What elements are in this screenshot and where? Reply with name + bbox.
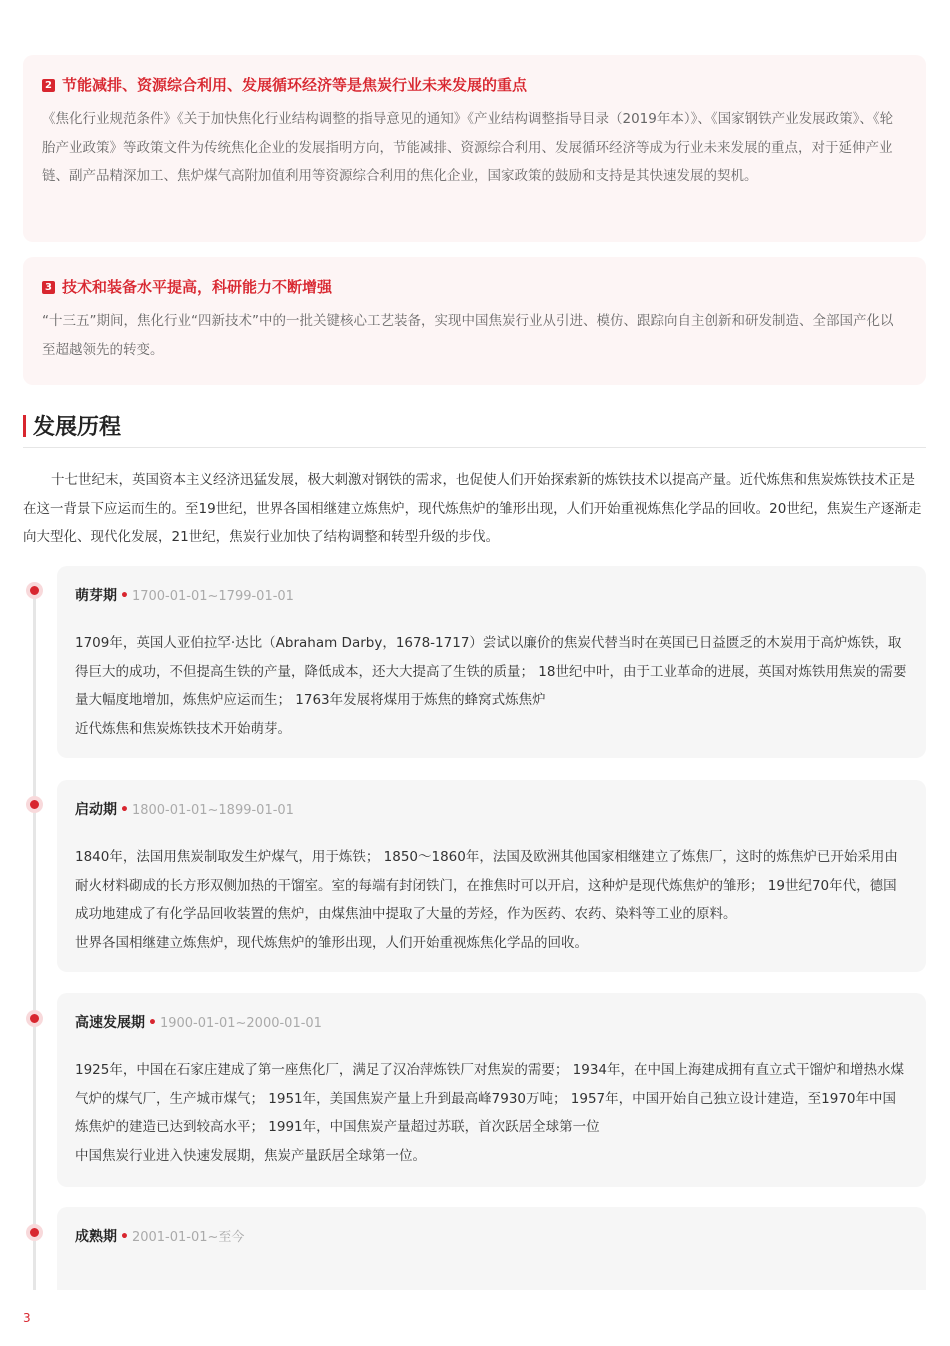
card-title [42, 75, 906, 95]
timeline-dot [26, 1224, 43, 1241]
stage-description [75, 629, 908, 743]
timeline-header [75, 1013, 908, 1034]
stage-date: 2001-01-01~至今 [131, 1230, 245, 1245]
timeline-header [75, 1227, 908, 1248]
section-intro: 十七世纪末，英国资本主义经济迅猛发展，极大刺激对钢铁的需求，也促使人们开始探索新的炼铁技术以提高产量。近代炼焦和焦炭炼铁技术正是在这一背景下应运而生的。至19世纪，世界各国相继建立炼焦炉，现代炼焦炉的雏形出现，人们开始重视炼焦化学品的回收。20世纪，焦炭生产逐渐走向大型化、现代化发展，21世纪，焦炭行业加快了结构调整和转型升级的步伐。 [23, 472, 922, 546]
card-body: “十三五”期间，焦化行业“四新技术”中的一批关键核心工艺装备，实现中国焦炭行业从引进、模仿、跟踪向自主创新和研发制造、全部国产化以至超越领先的转变。 [42, 313, 894, 358]
stage-date: 1700-01-01~1799-01-01 [131, 589, 294, 604]
stage-summary: 中国焦炭行业进入快速发展期，焦炭产量跃居全球第一位。 [75, 1147, 426, 1164]
timeline-line [33, 590, 36, 1290]
info-card-3 [23, 257, 926, 385]
stage-date: 1900-01-01~2000-01-01 [159, 1016, 322, 1031]
separator-dot: • [120, 802, 129, 818]
stage-detail: 1709年，英国人亚伯拉罕·达比（Abraham Darby，1678-1717）尝试以廉价的焦炭代替当时在英国已日益匮乏的木炭用于高炉炼铁，取得巨大的成功，不但提高生铁的产量，降低成本，还大大提高了生铁的质量； 18世纪中叶，由于工业革命的进展，英国对炼铁用焦炭的需要量大幅度地增加，炼焦炉应运而生； 1763年发展将煤用于炼焦的蜂窝式炼焦炉 [75, 635, 907, 709]
section-title: 发展历程 [33, 415, 122, 440]
stage-date: 1800-01-01~1899-01-01 [131, 803, 294, 818]
section-heading [23, 404, 926, 448]
page-number: 3 [23, 1311, 31, 1325]
stage-summary: 近代炼焦和焦炭炼铁技术开始萌芽。 [75, 720, 291, 737]
timeline-dot [26, 1010, 43, 1027]
stage-detail: 1840年，法国用焦炭制取发生炉煤气，用于炼铁； 1850～1860年，法国及欧洲其他国家相继建立了炼焦厂，这时的炼焦炉已开始采用由耐火材料砌成的长方形双侧加热的干馏室。室的每端有封闭铁门，在推焦时可以开启，这种炉是现代炼焦炉的雏形； 19世纪70年代，德国成功地建成了有化学品回收装置的焦炉，由煤焦油中提取了大量的芳烃，作为医药、农药、染料等工业的原料。 [75, 849, 898, 923]
timeline-dot [26, 582, 43, 599]
card-body: 《焦化行业规范条件》《关于加快焦化行业结构调整的指导意见的通知》《产业结构调整指导目录（2019年本）》、《国家钢铁产业发展政策》、《轮胎产业政策》等政策文件为传统焦化企业的发展指明方向，节能减排、资源综合利用、发展循环经济等成为行业未来发展的重点，对于延伸产业链、副产品精深加工、焦炉煤气高附加值利用等资源综合利用的焦化企业，国家政策的鼓励和支持是其快速发展的契机。 [42, 111, 894, 184]
timeline-card-mature [57, 1207, 926, 1290]
separator-dot: • [148, 1015, 157, 1031]
stage-name: 萌芽期 [75, 588, 117, 604]
stage-description [75, 1056, 908, 1170]
card-title [42, 277, 906, 297]
timeline-card-rapid-growth [57, 993, 926, 1187]
card-title-text: 节能减排、资源综合利用、发展循环经济等是焦炭行业未来发展的重点 [62, 76, 528, 94]
timeline-header [75, 800, 908, 821]
number-badge: 3 [42, 281, 55, 294]
stage-name: 成熟期 [75, 1229, 117, 1245]
info-card-2 [23, 55, 926, 242]
stage-detail: 1925年，中国在石家庄建成了第一座焦化厂，满足了汉冶萍炼铁厂对焦炭的需要； 1934年，在中国上海建成拥有直立式干馏炉和增热水煤气炉的煤气厂，生产城市煤气； 1951年，美国焦炭产量上升到最高峰7930万吨； 1957年，中国开始自己独立设计建造，至1970年中国炼焦炉的建造已达到较高水平； 1991年，中国焦炭产量超过苏联，首次跃居全球第一位 [75, 1062, 905, 1136]
separator-dot: • [120, 588, 129, 604]
stage-description [75, 843, 908, 957]
timeline-header [75, 586, 908, 607]
stage-summary: 世界各国相继建立炼焦炉，现代炼焦炉的雏形出现，人们开始重视炼焦化学品的回收。 [75, 934, 588, 951]
stage-name: 启动期 [75, 802, 117, 818]
number-badge: 2 [42, 79, 55, 92]
card-title-text: 技术和装备水平提高，科研能力不断增强 [62, 278, 333, 296]
timeline-card-embryonic [57, 566, 926, 758]
stage-name: 高速发展期 [75, 1015, 145, 1031]
separator-dot: • [120, 1229, 129, 1245]
section-accent-bar [23, 415, 26, 437]
timeline-dot [26, 796, 43, 813]
timeline-card-startup [57, 780, 926, 972]
